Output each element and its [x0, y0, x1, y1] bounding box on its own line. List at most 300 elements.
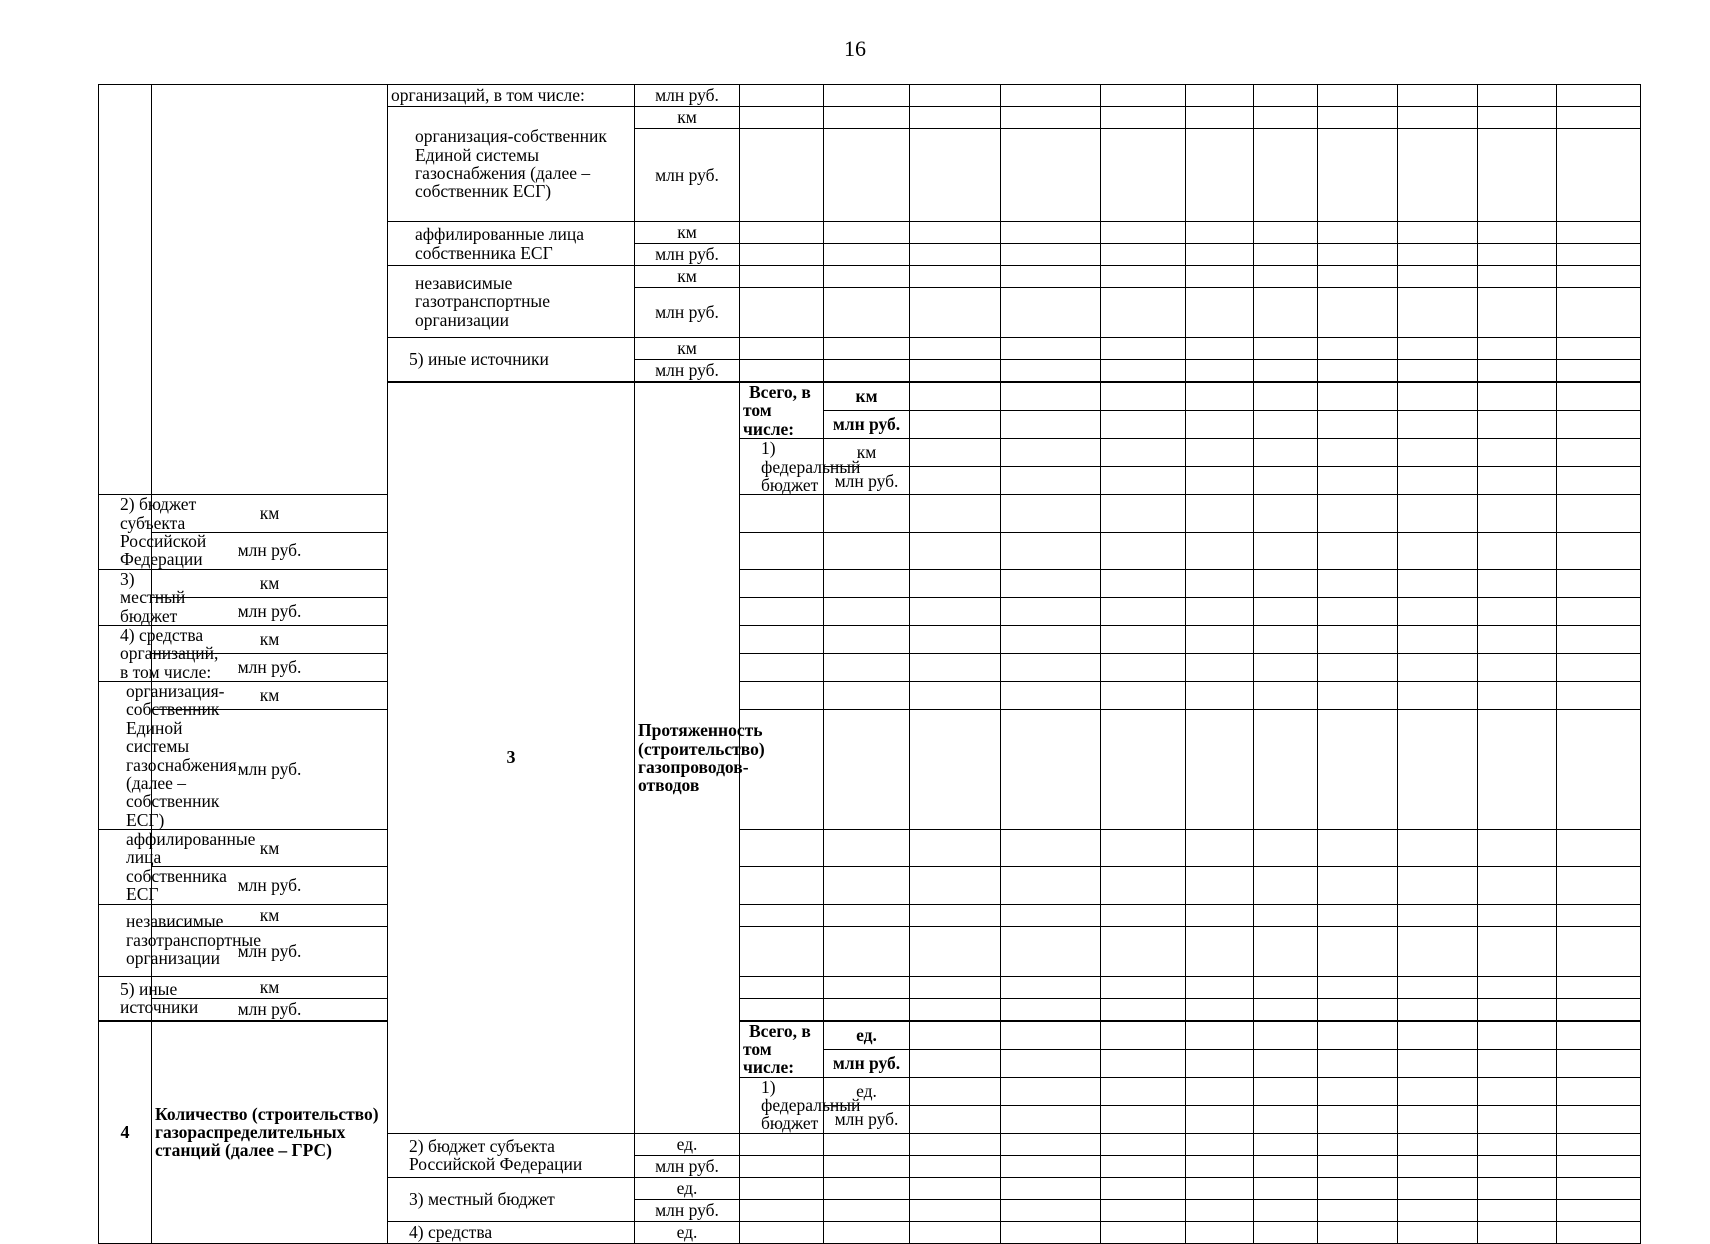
value-cell: [824, 867, 910, 904]
value-cell: [1186, 867, 1254, 904]
value-cell: [910, 830, 1001, 867]
value-cell: [1318, 338, 1398, 360]
value-cell: [1478, 998, 1557, 1021]
value-cell: [1254, 1133, 1318, 1155]
value-cell: [824, 1133, 910, 1155]
value-cell: [1186, 682, 1254, 710]
value-cell: [1478, 710, 1557, 830]
value-cell: [1001, 1221, 1101, 1243]
value-cell: [1186, 569, 1254, 597]
value-cell: [1478, 653, 1557, 681]
value-cell: [1254, 338, 1318, 360]
value-cell: [910, 1199, 1001, 1221]
number-cell-prev: [99, 85, 152, 495]
value-cell: [1398, 1105, 1478, 1133]
source-label-text: 5) иные источники: [409, 349, 549, 370]
value-cell: [1557, 976, 1641, 998]
unit-label: млн руб.: [824, 1049, 910, 1077]
value-cell: [910, 1133, 1001, 1155]
unit-label: млн руб.: [635, 85, 740, 107]
unit-label: км: [152, 569, 388, 597]
source-label: [99, 829, 256, 905]
value-cell: [1398, 467, 1478, 495]
value-cell: [1001, 998, 1101, 1021]
value-cell: [1398, 439, 1478, 467]
unit-label: км: [635, 338, 740, 360]
value-cell: [740, 288, 824, 338]
value-cell: [1186, 1177, 1254, 1199]
value-cell: [1478, 266, 1557, 288]
source-label-text: Всего, в том числе:: [743, 1020, 811, 1078]
unit-label: км: [824, 382, 910, 411]
value-cell: [1478, 867, 1557, 904]
value-cell: [1254, 1021, 1318, 1050]
source-label: организаций, в том числе:: [388, 85, 635, 107]
value-cell: [1318, 976, 1398, 998]
value-cell: [1398, 904, 1478, 926]
value-cell: [740, 867, 824, 904]
value-cell: [1254, 867, 1318, 904]
indicator-cell-prev: [152, 85, 388, 495]
value-cell: [1318, 904, 1398, 926]
value-cell: [1186, 266, 1254, 288]
value-cell: [824, 129, 910, 222]
value-cell: [1478, 338, 1557, 360]
value-cell: [1318, 222, 1398, 244]
value-cell: [1254, 382, 1318, 411]
unit-label: млн руб.: [635, 1199, 740, 1221]
value-cell: [1557, 926, 1641, 976]
value-cell: [1101, 569, 1186, 597]
value-cell: [824, 107, 910, 129]
value-cell: [1001, 830, 1101, 867]
value-cell: [1318, 439, 1398, 467]
value-cell: [1186, 439, 1254, 467]
value-cell: [1318, 597, 1398, 625]
value-cell: [1101, 360, 1186, 383]
unit-label: млн руб.: [824, 1105, 910, 1133]
unit-label: млн руб.: [635, 360, 740, 383]
value-cell: [1478, 1021, 1557, 1050]
value-cell: [824, 926, 910, 976]
value-cell: [1254, 1049, 1318, 1077]
value-cell: [1478, 244, 1557, 266]
value-cell: [1318, 1077, 1398, 1105]
value-cell: [1101, 976, 1186, 998]
value-cell: [1318, 926, 1398, 976]
value-cell: [824, 338, 910, 360]
value-cell: [1254, 439, 1318, 467]
value-cell: [824, 244, 910, 266]
value-cell: [1478, 495, 1557, 532]
value-cell: [824, 710, 910, 830]
value-cell: [1254, 222, 1318, 244]
value-cell: [1254, 597, 1318, 625]
value-cell: [1101, 625, 1186, 653]
source-label-text: аффилированные лица собственника ЕСГ: [415, 224, 584, 263]
unit-label: млн руб.: [635, 244, 740, 266]
value-cell: [1318, 1199, 1398, 1221]
value-cell: [1001, 411, 1101, 439]
value-cell: [1318, 569, 1398, 597]
value-cell: [1557, 653, 1641, 681]
value-cell: [1254, 710, 1318, 830]
value-cell: [824, 266, 910, 288]
value-cell: [1186, 1199, 1254, 1221]
value-cell: [1557, 382, 1641, 411]
value-cell: [1557, 904, 1641, 926]
value-cell: [824, 495, 910, 532]
value-cell: [1254, 998, 1318, 1021]
value-cell: [1398, 597, 1478, 625]
value-cell: [1254, 85, 1318, 107]
value-cell: [740, 597, 824, 625]
value-cell: [1101, 1199, 1186, 1221]
value-cell: [910, 411, 1001, 439]
source-label-text: организация-собственник Единой системы газоснабжения (далее – собственник ЕСГ): [126, 681, 237, 830]
value-cell: [824, 569, 910, 597]
value-cell: [1101, 467, 1186, 495]
value-cell: [1398, 1049, 1478, 1077]
value-cell: [1001, 382, 1101, 411]
value-cell: [1186, 1021, 1254, 1050]
value-cell: [740, 532, 824, 569]
value-cell: [1001, 85, 1101, 107]
value-cell: [1101, 495, 1186, 532]
unit-label: млн руб.: [152, 653, 388, 681]
value-cell: [1101, 830, 1186, 867]
value-cell: [1101, 107, 1186, 129]
value-cell: [1318, 998, 1398, 1021]
value-cell: [740, 904, 824, 926]
source-label: [99, 568, 186, 626]
source-label: [388, 266, 635, 338]
value-cell: [1186, 467, 1254, 495]
unit-label: млн руб.: [152, 532, 388, 569]
value-cell: [910, 338, 1001, 360]
value-cell: [1318, 288, 1398, 338]
value-cell: [1398, 107, 1478, 129]
source-label: [388, 222, 635, 266]
value-cell: [740, 682, 824, 710]
value-cell: [1186, 129, 1254, 222]
value-cell: [910, 653, 1001, 681]
value-cell: [1254, 1177, 1318, 1199]
value-cell: [1398, 1199, 1478, 1221]
value-cell: [1001, 625, 1101, 653]
value-cell: [1398, 382, 1478, 411]
value-cell: [1101, 1105, 1186, 1133]
value-cell: [1478, 625, 1557, 653]
source-label-text: организация-собственник Единой системы газоснабжения (далее – собственник ЕСГ): [415, 126, 607, 202]
value-cell: [1186, 904, 1254, 926]
value-cell: [1398, 266, 1478, 288]
unit-label: км: [152, 904, 388, 926]
unit-label: км: [635, 107, 740, 129]
value-cell: [1001, 682, 1101, 710]
value-cell: [1557, 998, 1641, 1021]
source-label: [388, 338, 635, 383]
value-cell: [1398, 926, 1478, 976]
value-cell: [1398, 222, 1478, 244]
value-cell: [1318, 1177, 1398, 1199]
value-cell: [1186, 653, 1254, 681]
value-cell: [740, 129, 824, 222]
value-cell: [910, 904, 1001, 926]
value-cell: [1318, 1021, 1398, 1050]
value-cell: [1478, 439, 1557, 467]
value-cell: [1001, 532, 1101, 569]
value-cell: [1318, 532, 1398, 569]
unit-label: ед.: [635, 1221, 740, 1243]
unit-label: км: [152, 495, 388, 532]
value-cell: [1557, 244, 1641, 266]
value-cell: [1557, 569, 1641, 597]
value-cell: [1557, 129, 1641, 222]
source-label-text: 3) местный бюджет: [409, 1189, 555, 1210]
indicator-name: Протяженность (строительство) газопроводов-отводов: [635, 382, 740, 1133]
value-cell: [1101, 288, 1186, 338]
value-cell: [1001, 244, 1101, 266]
value-cell: [1557, 1105, 1641, 1133]
value-cell: [1318, 411, 1398, 439]
value-cell: [1186, 1221, 1254, 1243]
value-cell: [1001, 222, 1101, 244]
unit-label: млн руб.: [152, 926, 388, 976]
source-label-text: 4) средства организаций, в том числе:: [120, 624, 219, 682]
value-cell: [1254, 1105, 1318, 1133]
source-label: [388, 1177, 635, 1221]
value-cell: [1398, 288, 1478, 338]
value-cell: [910, 288, 1001, 338]
value-cell: [1101, 382, 1186, 411]
value-cell: [1557, 682, 1641, 710]
value-cell: [740, 569, 824, 597]
value-cell: [1557, 338, 1641, 360]
value-cell: [1254, 266, 1318, 288]
value-cell: [1001, 129, 1101, 222]
value-cell: [1478, 129, 1557, 222]
value-cell: [1398, 360, 1478, 383]
value-cell: [1001, 904, 1101, 926]
value-cell: [824, 222, 910, 244]
value-cell: [1398, 1021, 1478, 1050]
value-cell: [910, 107, 1001, 129]
source-label: [740, 1076, 861, 1134]
source-label: [388, 107, 635, 222]
value-cell: [1186, 495, 1254, 532]
value-cell: [1478, 569, 1557, 597]
value-cell: [1318, 382, 1398, 411]
value-cell: [1186, 222, 1254, 244]
value-cell: [1398, 1221, 1478, 1243]
value-cell: [1557, 1221, 1641, 1243]
source-label-text: 2) бюджет субъекта Российской Федерации: [409, 1135, 583, 1175]
value-cell: [1398, 998, 1478, 1021]
source-label-text: 3) местный бюджет: [120, 568, 186, 626]
value-cell: [1001, 495, 1101, 532]
value-cell: [1318, 1133, 1398, 1155]
value-cell: [1478, 382, 1557, 411]
value-cell: [740, 1133, 824, 1155]
value-cell: [1398, 244, 1478, 266]
unit-label: млн руб.: [152, 998, 388, 1021]
value-cell: [1557, 107, 1641, 129]
value-cell: [1254, 532, 1318, 569]
unit-label: млн руб.: [824, 411, 910, 439]
value-cell: [740, 625, 824, 653]
value-cell: [1318, 266, 1398, 288]
source-label: [388, 1133, 635, 1177]
value-cell: [1001, 653, 1101, 681]
value-cell: [1001, 266, 1101, 288]
value-cell: [1478, 1049, 1557, 1077]
value-cell: [1001, 867, 1101, 904]
value-cell: [1478, 904, 1557, 926]
value-cell: [1186, 1077, 1254, 1105]
value-cell: [1186, 976, 1254, 998]
source-label-text: 2) бюджет субъекта Российской Федерации: [120, 494, 207, 570]
value-cell: [1254, 288, 1318, 338]
value-cell: [910, 244, 1001, 266]
value-cell: [1101, 926, 1186, 976]
value-cell: [1001, 710, 1101, 830]
value-cell: [1101, 532, 1186, 569]
value-cell: [1186, 1133, 1254, 1155]
indicator-name: Количество (строительство) газораспределительных станций (далее – ГРС): [152, 1021, 388, 1244]
value-cell: [1398, 1177, 1478, 1199]
value-cell: [1398, 976, 1478, 998]
value-cell: [740, 1221, 824, 1243]
value-cell: [1186, 625, 1254, 653]
value-cell: [1001, 597, 1101, 625]
value-cell: [1557, 495, 1641, 532]
value-cell: [1398, 338, 1478, 360]
page-number: 16: [844, 36, 866, 61]
value-cell: [1398, 495, 1478, 532]
value-cell: [1101, 222, 1186, 244]
value-cell: [1101, 266, 1186, 288]
unit-label: ед.: [824, 1077, 910, 1105]
unit-label: млн руб.: [824, 467, 910, 495]
value-cell: [1101, 653, 1186, 681]
value-cell: [1101, 129, 1186, 222]
unit-label: км: [635, 266, 740, 288]
value-cell: [1398, 85, 1478, 107]
value-cell: [740, 1199, 824, 1221]
row-number: 3: [388, 382, 635, 1133]
unit-label: млн руб.: [635, 1155, 740, 1177]
value-cell: [910, 382, 1001, 411]
value-cell: [910, 222, 1001, 244]
value-cell: [824, 532, 910, 569]
unit-label: млн руб.: [635, 288, 740, 338]
value-cell: [1478, 926, 1557, 976]
value-cell: [1101, 439, 1186, 467]
value-cell: [1478, 288, 1557, 338]
value-cell: [1398, 1077, 1478, 1105]
value-cell: [1001, 976, 1101, 998]
value-cell: [1318, 467, 1398, 495]
value-cell: [910, 926, 1001, 976]
value-cell: [1478, 1199, 1557, 1221]
value-cell: [1398, 625, 1478, 653]
unit-label: км: [824, 439, 910, 467]
value-cell: [1557, 1049, 1641, 1077]
value-cell: [910, 266, 1001, 288]
value-cell: [1318, 653, 1398, 681]
value-cell: [1398, 1133, 1478, 1155]
value-cell: [1318, 1155, 1398, 1177]
value-cell: [1557, 532, 1641, 569]
value-cell: [910, 467, 1001, 495]
value-cell: [1001, 1133, 1101, 1155]
value-cell: [1254, 107, 1318, 129]
value-cell: [1557, 1021, 1641, 1050]
value-cell: [1001, 1177, 1101, 1199]
value-cell: [1001, 1077, 1101, 1105]
value-cell: [910, 360, 1001, 383]
value-cell: [740, 266, 824, 288]
value-cell: [1186, 288, 1254, 338]
source-label: [740, 382, 824, 439]
source-label-text: 1) федеральный бюджет: [761, 1076, 861, 1134]
source-label: [99, 681, 237, 830]
value-cell: [824, 597, 910, 625]
value-cell: [1001, 107, 1101, 129]
value-cell: [1186, 382, 1254, 411]
source-label: [740, 1021, 824, 1078]
value-cell: [1557, 266, 1641, 288]
value-cell: [824, 625, 910, 653]
source-label-text: 4) средства: [409, 1222, 493, 1243]
value-cell: [910, 569, 1001, 597]
value-cell: [1101, 1221, 1186, 1243]
value-cell: [1101, 85, 1186, 107]
value-cell: [1478, 682, 1557, 710]
value-cell: [1101, 411, 1186, 439]
value-cell: [1186, 532, 1254, 569]
value-cell: [1186, 597, 1254, 625]
value-cell: [740, 976, 824, 998]
source-label: [99, 976, 199, 1021]
value-cell: [1001, 1155, 1101, 1177]
value-cell: [1001, 1105, 1101, 1133]
value-cell: [1254, 129, 1318, 222]
value-cell: [824, 1199, 910, 1221]
value-cell: [1557, 1199, 1641, 1221]
value-cell: [740, 926, 824, 976]
value-cell: [910, 1105, 1001, 1133]
unit-label: ед.: [824, 1021, 910, 1050]
value-cell: [1254, 830, 1318, 867]
value-cell: [1254, 569, 1318, 597]
value-cell: [1186, 1155, 1254, 1177]
unit-label: млн руб.: [152, 597, 388, 625]
value-cell: [1398, 569, 1478, 597]
value-cell: [1254, 467, 1318, 495]
value-cell: [1101, 998, 1186, 1021]
value-cell: [824, 1155, 910, 1177]
value-cell: [1318, 682, 1398, 710]
value-cell: [1557, 85, 1641, 107]
value-cell: [1254, 1077, 1318, 1105]
unit-label: км: [152, 625, 388, 653]
value-cell: [1398, 653, 1478, 681]
value-cell: [824, 85, 910, 107]
source-label: [99, 904, 261, 976]
value-cell: [740, 244, 824, 266]
